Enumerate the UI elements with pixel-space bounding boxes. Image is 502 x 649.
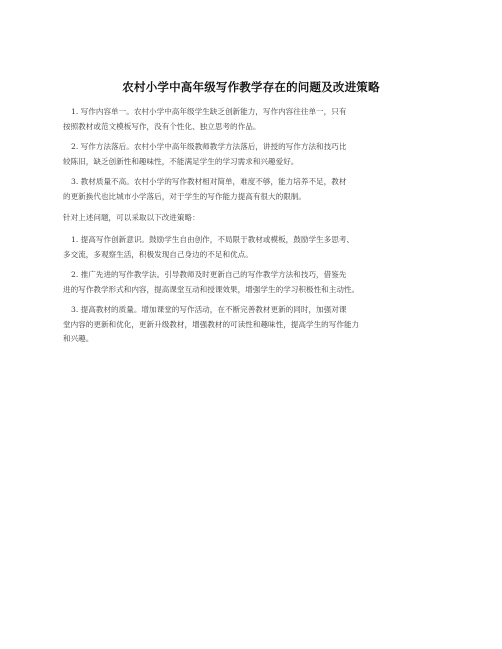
paragraph-strategy-3 [63, 303, 447, 347]
paragraph-line: 2. 写作方法落后。农村小学中高年级教师教学方法落后，讲授的写作方法和技巧比 [71, 142, 347, 151]
paragraph-line: 堂内容的更新和优化，更新升级教材，增强教材的可读性和趣味性，提高学生的写作能力 [63, 319, 360, 329]
paragraph-problem-3 [63, 175, 447, 204]
paragraph-line: 3. 提高教材的质量。增加课堂的写作活动，在不断完善教材更新的同时，加强对课 [71, 305, 347, 314]
paragraph-strategy-1 [63, 233, 447, 262]
paragraph-line: 和兴趣。 [63, 334, 94, 343]
paragraph-strategy-intro [63, 211, 447, 226]
paragraph-line: 1. 提高写作创新意识。鼓励学生自由创作，不局限于教材或模板，鼓励学生多思考、 [71, 235, 355, 244]
paragraph-line: 按照教材或范文模板写作，没有个性化、独立思考的作品。 [63, 121, 261, 131]
paragraph-line: 2. 推广先进的写作教学法。引导教师及时更新自己的写作教学方法和技巧，借鉴先 [71, 270, 347, 279]
paragraph-line: 进的写作教学形式和内容，提高课堂互动和授课效果，增强学生的学习积极性和主动性。 [63, 284, 360, 294]
paragraph-line: 1. 写作内容单一。农村小学中高年级学生缺乏创新能力，写作内容往往单一，只有 [71, 107, 347, 116]
paragraph-line: 多交流，多观察生活，积极发现自己身边的不足和优点。 [63, 249, 253, 259]
paragraph-strategy-2 [63, 268, 447, 297]
paragraph-problem-2 [63, 140, 447, 169]
document-title: 农村小学中高年级写作教学存在的问题及改进策略 [122, 80, 380, 94]
paragraph-line: 3. 教材质量不高。农村小学的写作教材相对简单，难度不够，能力培养不足，教材 [71, 177, 347, 186]
paragraph-line: 较陈旧，缺乏创新性和趣味性，不能满足学生的学习需求和兴趣爱好。 [63, 156, 299, 166]
paragraph-line: 针对上述问题，可以采取以下改进策略： [63, 213, 200, 222]
paragraph-line: 的更新换代也比城市小学落后，对于学生的写作能力提高有很大的限制。 [63, 191, 306, 201]
paragraph-problem-1 [63, 105, 447, 134]
